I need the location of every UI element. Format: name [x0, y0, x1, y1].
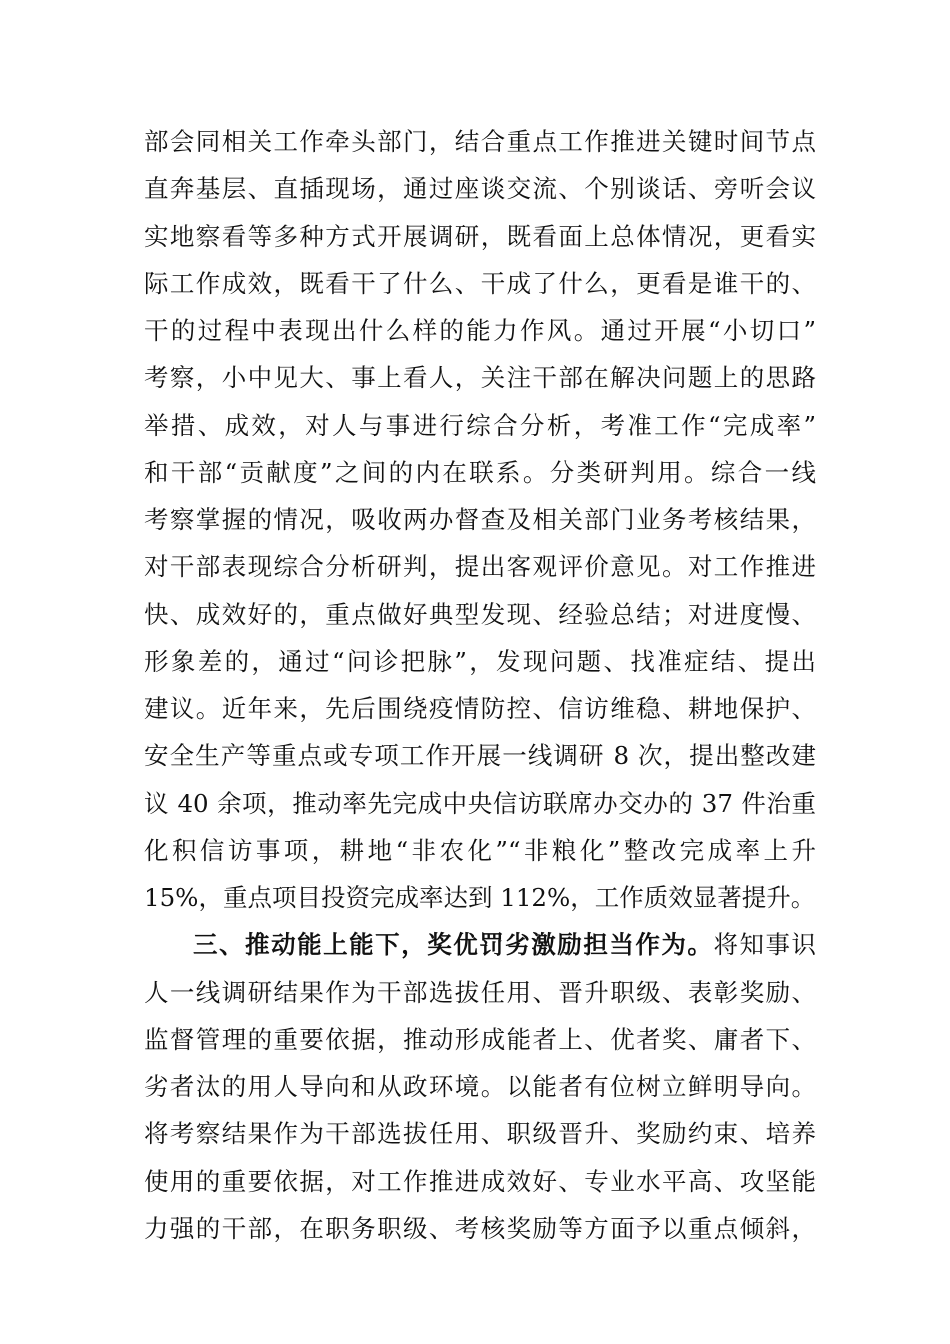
text-line: 干的过程中表现出什么样的能力作风。通过开展“小切口”	[144, 316, 816, 345]
text-line: 劣者汰的用人导向和从政环境。以能者有位树立鲜明导向。	[144, 1072, 816, 1101]
text-line: 人一线调研结果作为干部选拔任用、晋升职级、表彰奖励、	[144, 977, 816, 1007]
text-line: 实地察看等多种方式开展调研，既看面上总体情况，更看实	[144, 221, 816, 251]
text-line: 快、成效好的，重点做好典型发现、经验总结；对进度慢、	[144, 599, 816, 629]
text-line: 考察掌握的情况，吸收两办督查及相关部门业务考核结果，	[144, 505, 816, 534]
text-line: 直奔基层、直插现场，通过座谈交流、个别谈话、旁听会议	[144, 174, 816, 204]
text-line: 安全生产等重点或专项工作开展一线调研 8 次，提出整改建	[144, 741, 816, 771]
text-line: 监督管理的重要依据，推动形成能者上、优者奖、庸者下、	[144, 1024, 816, 1054]
text-line: 举措、成效，对人与事进行综合分析，考准工作“完成率”	[144, 410, 816, 440]
section-3-heading: 三、推动能上能下，奖优罚劣激励担当作为。	[193, 930, 714, 960]
text-line: 使用的重要依据，对工作推进成效好、专业水平高、攻坚能	[144, 1166, 816, 1196]
document-body	[144, 118, 816, 1252]
section-3-first-line	[144, 921, 816, 968]
section-3-text-start: 将知事识	[713, 930, 817, 960]
text-line: 和干部“贡献度”之间的内在联系。分类研判用。综合一线	[144, 457, 816, 487]
text-line: 对干部表现综合分析研判，提出客观评价意见。对工作推进	[144, 552, 816, 582]
text-line: 15%，重点项目投资完成率达到 112%，工作质效显著提升。	[144, 883, 816, 912]
text-line: 建议。近年来，先后围绕疫情防控、信访维稳、耕地保护、	[144, 694, 816, 723]
text-line: 力强的干部，在职务职级、考核奖励等方面予以重点倾斜，	[144, 1213, 816, 1243]
text-line: 议 40 余项，推动率先完成中央信访联席办交办的 37 件治重	[144, 788, 816, 818]
text-line: 考察，小中见大、事上看人，关注干部在解决问题上的思路	[144, 363, 816, 393]
text-line: 化积信访事项，耕地“非农化”“非粮化”整改完成率上升	[144, 835, 816, 865]
text-line: 际工作成效，既看干了什么、干成了什么，更看是谁干的、	[144, 268, 816, 298]
text-line: 形象差的，通过“问诊把脉”，发现问题、找准症结、提出	[144, 646, 816, 676]
text-line: 部会同相关工作牵头部门，结合重点工作推进关键时间节点	[144, 127, 816, 156]
text-line: 将考察结果作为干部选拔任用、职级晋升、奖励约束、培养	[144, 1119, 816, 1149]
